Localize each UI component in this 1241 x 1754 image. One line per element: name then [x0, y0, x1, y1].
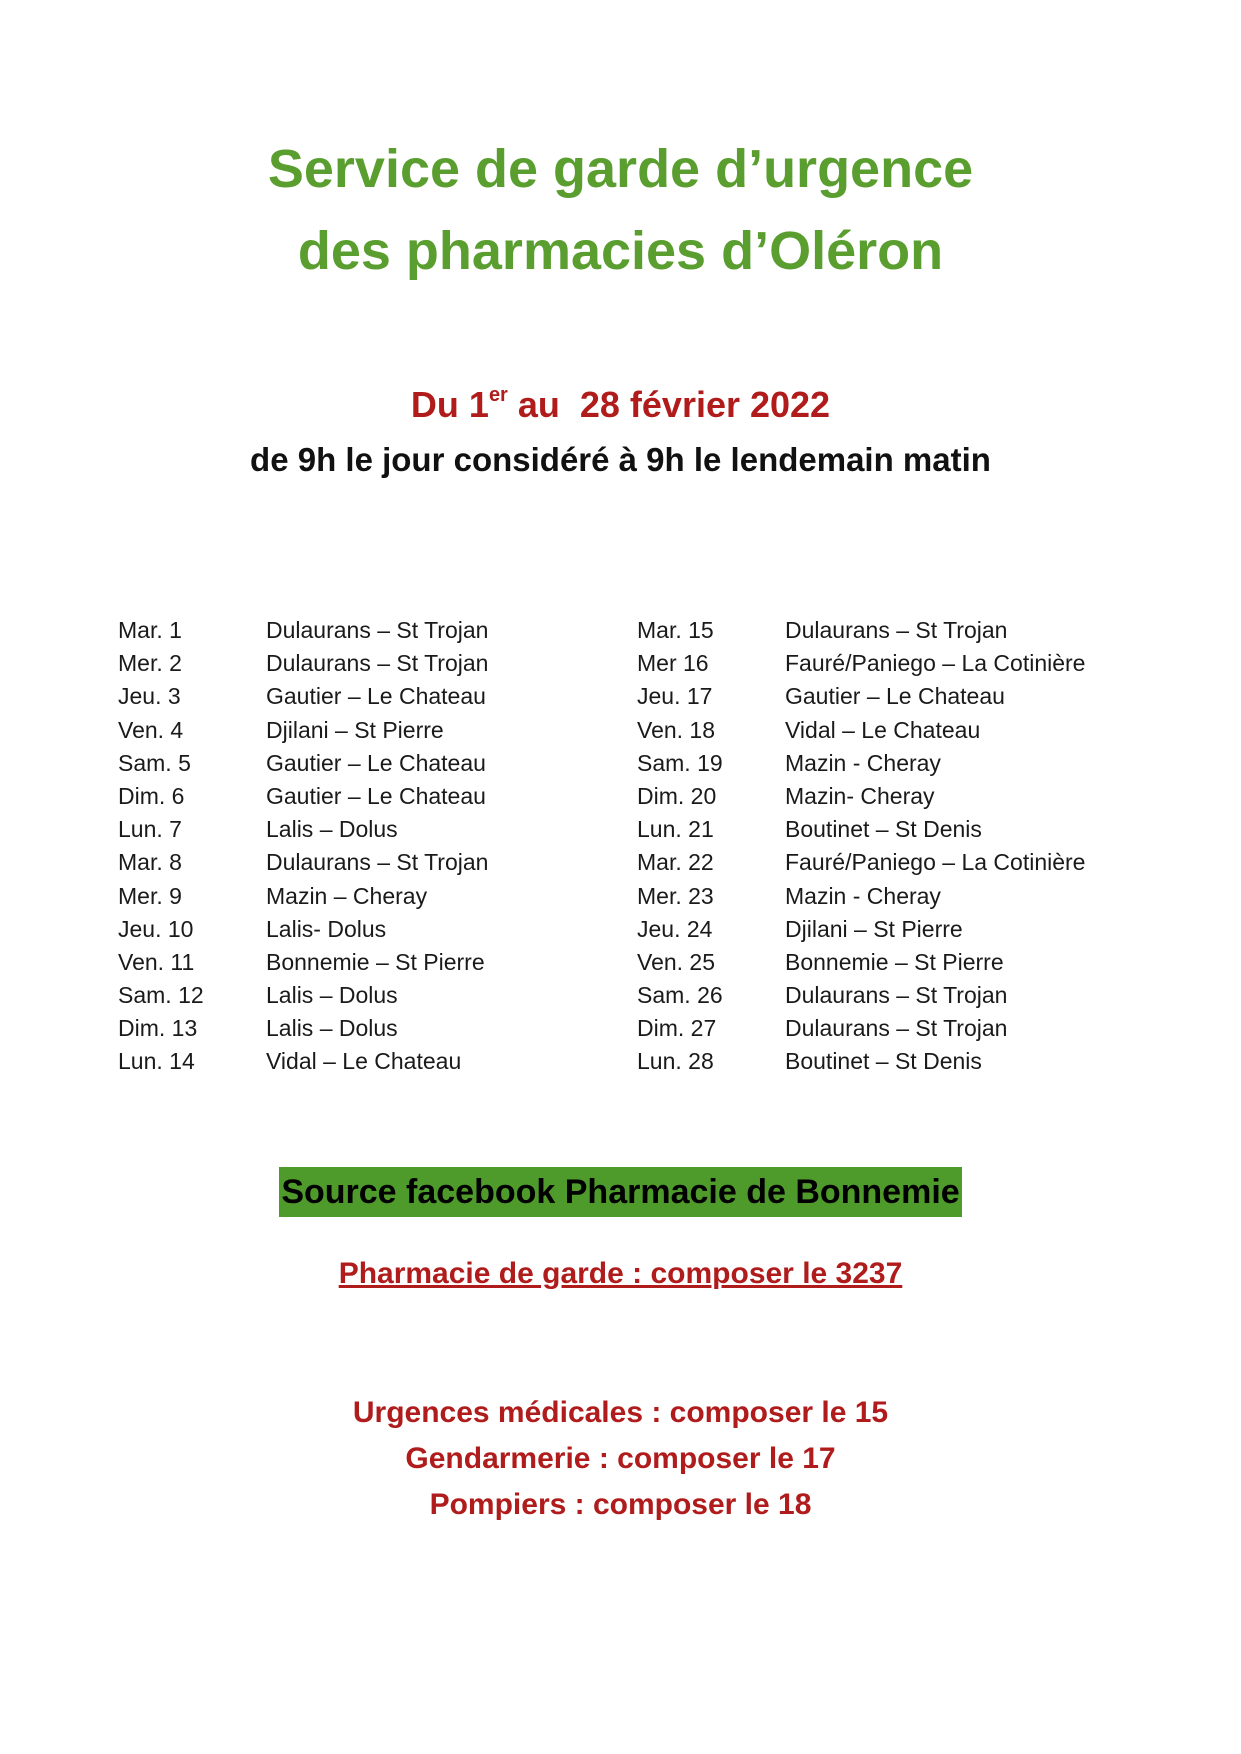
emergency-gendarmerie: Gendarmerie : composer le 17: [405, 1442, 836, 1475]
schedule-pharmacy: Vidal – Le Chateau: [785, 716, 981, 743]
schedule-pharmacy: Dulaurans – St Trojan: [785, 1015, 1008, 1042]
schedule-pharmacy: Dulaurans – St Trojan: [266, 849, 489, 876]
schedule-row: [637, 747, 1085, 780]
schedule-day: Ven. 25: [637, 948, 716, 975]
schedule-row: [118, 813, 488, 846]
schedule-row: [118, 946, 488, 979]
pharmacie-garde-notice: Pharmacie de garde : composer le 3237: [338, 1257, 903, 1290]
schedule-pharmacy: Dulaurans – St Trojan: [785, 617, 1008, 643]
period-ordinal: er: [488, 384, 508, 406]
schedule-day: Dim. 27: [637, 1015, 717, 1042]
schedule-day: Mer. 9: [118, 882, 182, 909]
period-prefix: Du 1: [410, 384, 489, 425]
schedule-pharmacy: Gautier – Le Chateau: [266, 782, 486, 809]
schedule-row: [118, 913, 488, 946]
schedule-day: Dim. 20: [637, 782, 717, 809]
schedule-row: [637, 647, 1085, 680]
schedule-pharmacy: Dulaurans – St Trojan: [785, 982, 1008, 1009]
schedule-row: [637, 979, 1085, 1012]
schedule-row: [637, 813, 1085, 846]
period-heading: [0, 383, 1241, 427]
schedule-day: Sam. 19: [637, 749, 723, 776]
schedule-day: Sam. 12: [118, 982, 204, 1009]
schedule-pharmacy: Mazin - Cheray: [785, 749, 941, 776]
schedule-row: [637, 714, 1085, 747]
emergency-pompiers: Pompiers : composer le 18: [429, 1488, 812, 1521]
schedule-column-left: [118, 614, 488, 1079]
schedule-row: [637, 780, 1085, 813]
schedule-row: [118, 747, 488, 780]
schedule-pharmacy: Lalis – Dolus: [266, 1015, 398, 1042]
schedule-day: Mar. 15: [637, 617, 714, 643]
source-wrapper: [0, 1167, 1241, 1217]
schedule-day: Ven. 18: [637, 716, 716, 743]
schedule-row: [637, 614, 1085, 647]
emergency-numbers: [0, 1390, 1241, 1528]
schedule-day: Jeu. 10: [118, 915, 194, 942]
schedule-pharmacy: Lalis- Dolus: [266, 915, 387, 942]
schedule-pharmacy: Bonnemie – St Pierre: [785, 948, 1004, 975]
schedule-day: Ven. 4: [118, 716, 184, 743]
hours-subtitle: de 9h le jour considéré à 9h le lendemain matin: [250, 441, 991, 478]
schedule-row: [637, 880, 1085, 913]
schedule-day: Jeu. 24: [637, 915, 713, 942]
schedule-pharmacy: Fauré/Paniego – La Cotinière: [785, 650, 1086, 677]
schedule-day: Lun. 7: [118, 816, 182, 843]
schedule-pharmacy: Djilani – St Pierre: [266, 716, 444, 743]
schedule-row: [637, 846, 1085, 879]
schedule-pharmacy: Boutinet – St Denis: [785, 816, 982, 843]
page-title: [0, 128, 1241, 292]
title-line-2: des pharmacies d’Oléron: [297, 221, 944, 281]
schedule-pharmacy: Lalis – Dolus: [266, 816, 398, 843]
schedule-pharmacy: Lalis – Dolus: [266, 982, 398, 1009]
schedule-day: Mer. 23: [637, 882, 714, 909]
period-suffix: au 28 février 2022: [507, 384, 831, 425]
schedule-day: Mar. 1: [118, 617, 182, 643]
schedule-row: [118, 614, 488, 647]
schedule-row: [118, 880, 488, 913]
schedule-pharmacy: Boutinet – St Denis: [785, 1048, 982, 1075]
schedule-row: [118, 714, 488, 747]
schedule-row: [637, 946, 1085, 979]
schedule-row: [118, 1012, 488, 1045]
schedule-day: Jeu. 3: [118, 683, 181, 710]
schedule-pharmacy: Djilani – St Pierre: [785, 915, 963, 942]
schedule-pharmacy: Dulaurans – St Trojan: [266, 650, 489, 677]
schedule-day: Sam. 5: [118, 749, 191, 776]
schedule-pharmacy: Gautier – Le Chateau: [785, 683, 1005, 710]
schedule-day: Lun. 21: [637, 816, 714, 843]
schedule-day: Dim. 6: [118, 782, 185, 809]
schedule-day: Mer 16: [637, 650, 709, 677]
schedule-day: Lun. 14: [118, 1048, 195, 1075]
schedule-day: Sam. 26: [637, 982, 723, 1009]
schedule-pharmacy: Fauré/Paniego – La Cotinière: [785, 849, 1086, 876]
schedule-row: [118, 680, 488, 713]
schedule-pharmacy: Gautier – Le Chateau: [266, 683, 486, 710]
schedule-row: [637, 1012, 1085, 1045]
schedule-pharmacy: Vidal – Le Chateau: [266, 1048, 462, 1075]
schedule-row: [118, 979, 488, 1012]
schedule-day: Mer. 2: [118, 650, 182, 677]
title-line-1: Service de garde d’urgence: [267, 139, 974, 199]
schedule-day: Jeu. 17: [637, 683, 713, 710]
schedule-row: [118, 846, 488, 879]
schedule-pharmacy: Mazin- Cheray: [785, 782, 935, 809]
schedule-row: [118, 647, 488, 680]
schedule-pharmacy: Mazin – Cheray: [266, 882, 428, 909]
schedule-pharmacy: Gautier – Le Chateau: [266, 749, 486, 776]
schedule-pharmacy: Bonnemie – St Pierre: [266, 948, 485, 975]
schedule-day: Dim. 13: [118, 1015, 198, 1042]
schedule-row: [637, 680, 1085, 713]
schedule-row: [637, 913, 1085, 946]
source-banner: Source facebook Pharmacie de Bonnemie: [279, 1167, 961, 1217]
schedule-row: [637, 1045, 1085, 1078]
schedule-row: [118, 780, 488, 813]
schedule-day: Mar. 8: [118, 849, 182, 876]
schedule-column-right: [637, 614, 1085, 1079]
schedule-day: Lun. 28: [637, 1048, 714, 1075]
schedule-day: Ven. 11: [118, 948, 195, 975]
emergency-medical: Urgences médicales : composer le 15: [352, 1396, 889, 1429]
schedule-pharmacy: Mazin - Cheray: [785, 882, 941, 909]
schedule-pharmacy: Dulaurans – St Trojan: [266, 617, 489, 643]
schedule-row: [118, 1045, 488, 1078]
schedule-day: Mar. 22: [637, 849, 714, 876]
